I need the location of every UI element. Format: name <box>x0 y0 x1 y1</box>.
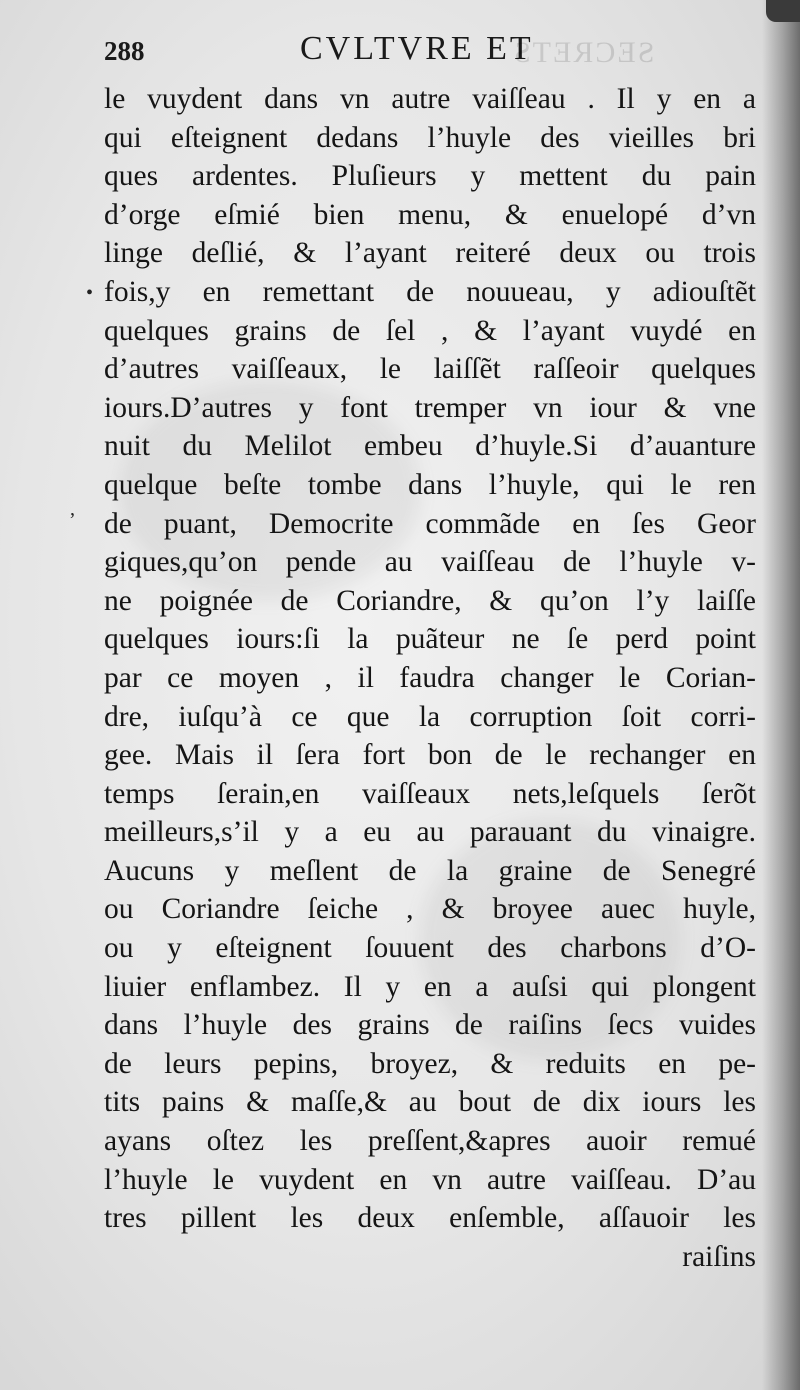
text-line: quelques grains de ſel , & l’ayant vuydé en <box>104 314 756 347</box>
text-line: l’huyle le vuydent en vn autre vaiſſeau. D’au <box>104 1163 756 1196</box>
text-line: de leurs pepins, broyez, & reduits en pe- <box>104 1047 756 1080</box>
text-line: giques,qu’on pende au vaiſſeau de l’huyle v- <box>104 546 756 579</box>
text-line: iours.D’autres y font tremper vn iour & vne <box>104 391 756 424</box>
text-line: temps ſerain,en vaiſſeaux nets,leſquels ſerõt <box>104 777 756 810</box>
text-line: quelque beſte tombe dans l’huyle, qui le ren <box>104 468 756 501</box>
text-line: d’orge eſmié bien menu, & enuelopé d’vn <box>104 198 756 231</box>
text-line: d’autres vaiſſeaux, le laiſſẽt raſſeoir quelques <box>104 353 756 386</box>
page-corner-shadow <box>766 0 800 22</box>
text-line: nuit du Melilot embeu d’huyle.Si d’auanture <box>104 430 756 463</box>
text-line: le vuydent dans vn autre vaiſſeau . Il y en a <box>104 83 756 115</box>
running-head: CVLTVRE ET <box>300 30 534 67</box>
body-text <box>104 80 756 1276</box>
text-line: ne poignée de Coriandre, & qu’on l’y laiſſe <box>104 584 756 617</box>
text-line: par ce moyen , il faudra changer le Corian- <box>104 661 756 694</box>
text-line: dre, iuſqu’à ce que la corruption ſoit corri- <box>104 700 756 733</box>
text-line: quelques iours:ſi la puãteur ne ſe perd point <box>104 623 756 656</box>
text-line: ou Coriandre ſeiche , & broyee auec huyle, <box>104 893 756 926</box>
catchword: raiſins <box>682 1240 756 1273</box>
text-line: de puant, Democrite commãde en ſes Geor <box>104 507 756 540</box>
margin-tick: , <box>70 498 75 520</box>
text-line: ayans oſtez les preſſent,&apres auoir remué <box>104 1125 756 1158</box>
text-line: linge deſlié, & l’ayant reiteré deux ou trois <box>104 237 756 270</box>
text-line: Aucuns y meſlent de la graine de Senegré <box>104 854 756 887</box>
binding-gutter <box>762 0 800 1390</box>
margin-dot: • <box>86 282 94 304</box>
bleed-through-text: SECRETS <box>512 36 655 69</box>
text-line: tres pillent les deux enſemble, aſſauoir les <box>104 1202 756 1235</box>
text-line: ou y eſteignent ſouuent des charbons d’O- <box>104 932 756 965</box>
text-line: liuier enflambez. Il y en a auſsi qui plongent <box>104 970 756 1003</box>
text-line: fois,y en remettant de nouueau, y adiouſtẽt <box>104 275 756 308</box>
text-line: ques ardentes. Pluſieurs y mettent du pain <box>104 160 756 193</box>
text-line: tits pains & maſſe,& au bout de dix iours les <box>104 1086 756 1119</box>
page-number: 288 <box>104 36 145 66</box>
text-line: dans l’huyle des grains de raiſins ſecs vuides <box>104 1009 756 1042</box>
page-header <box>104 28 764 72</box>
text-line: qui eſteignent dedans l’huyle des vieilles bri <box>104 121 756 154</box>
text-line: meilleurs,s’il y a eu au parauant du vinaigre. <box>104 816 756 849</box>
text-line: gee. Mais il ſera fort bon de le rechanger en <box>104 739 756 772</box>
